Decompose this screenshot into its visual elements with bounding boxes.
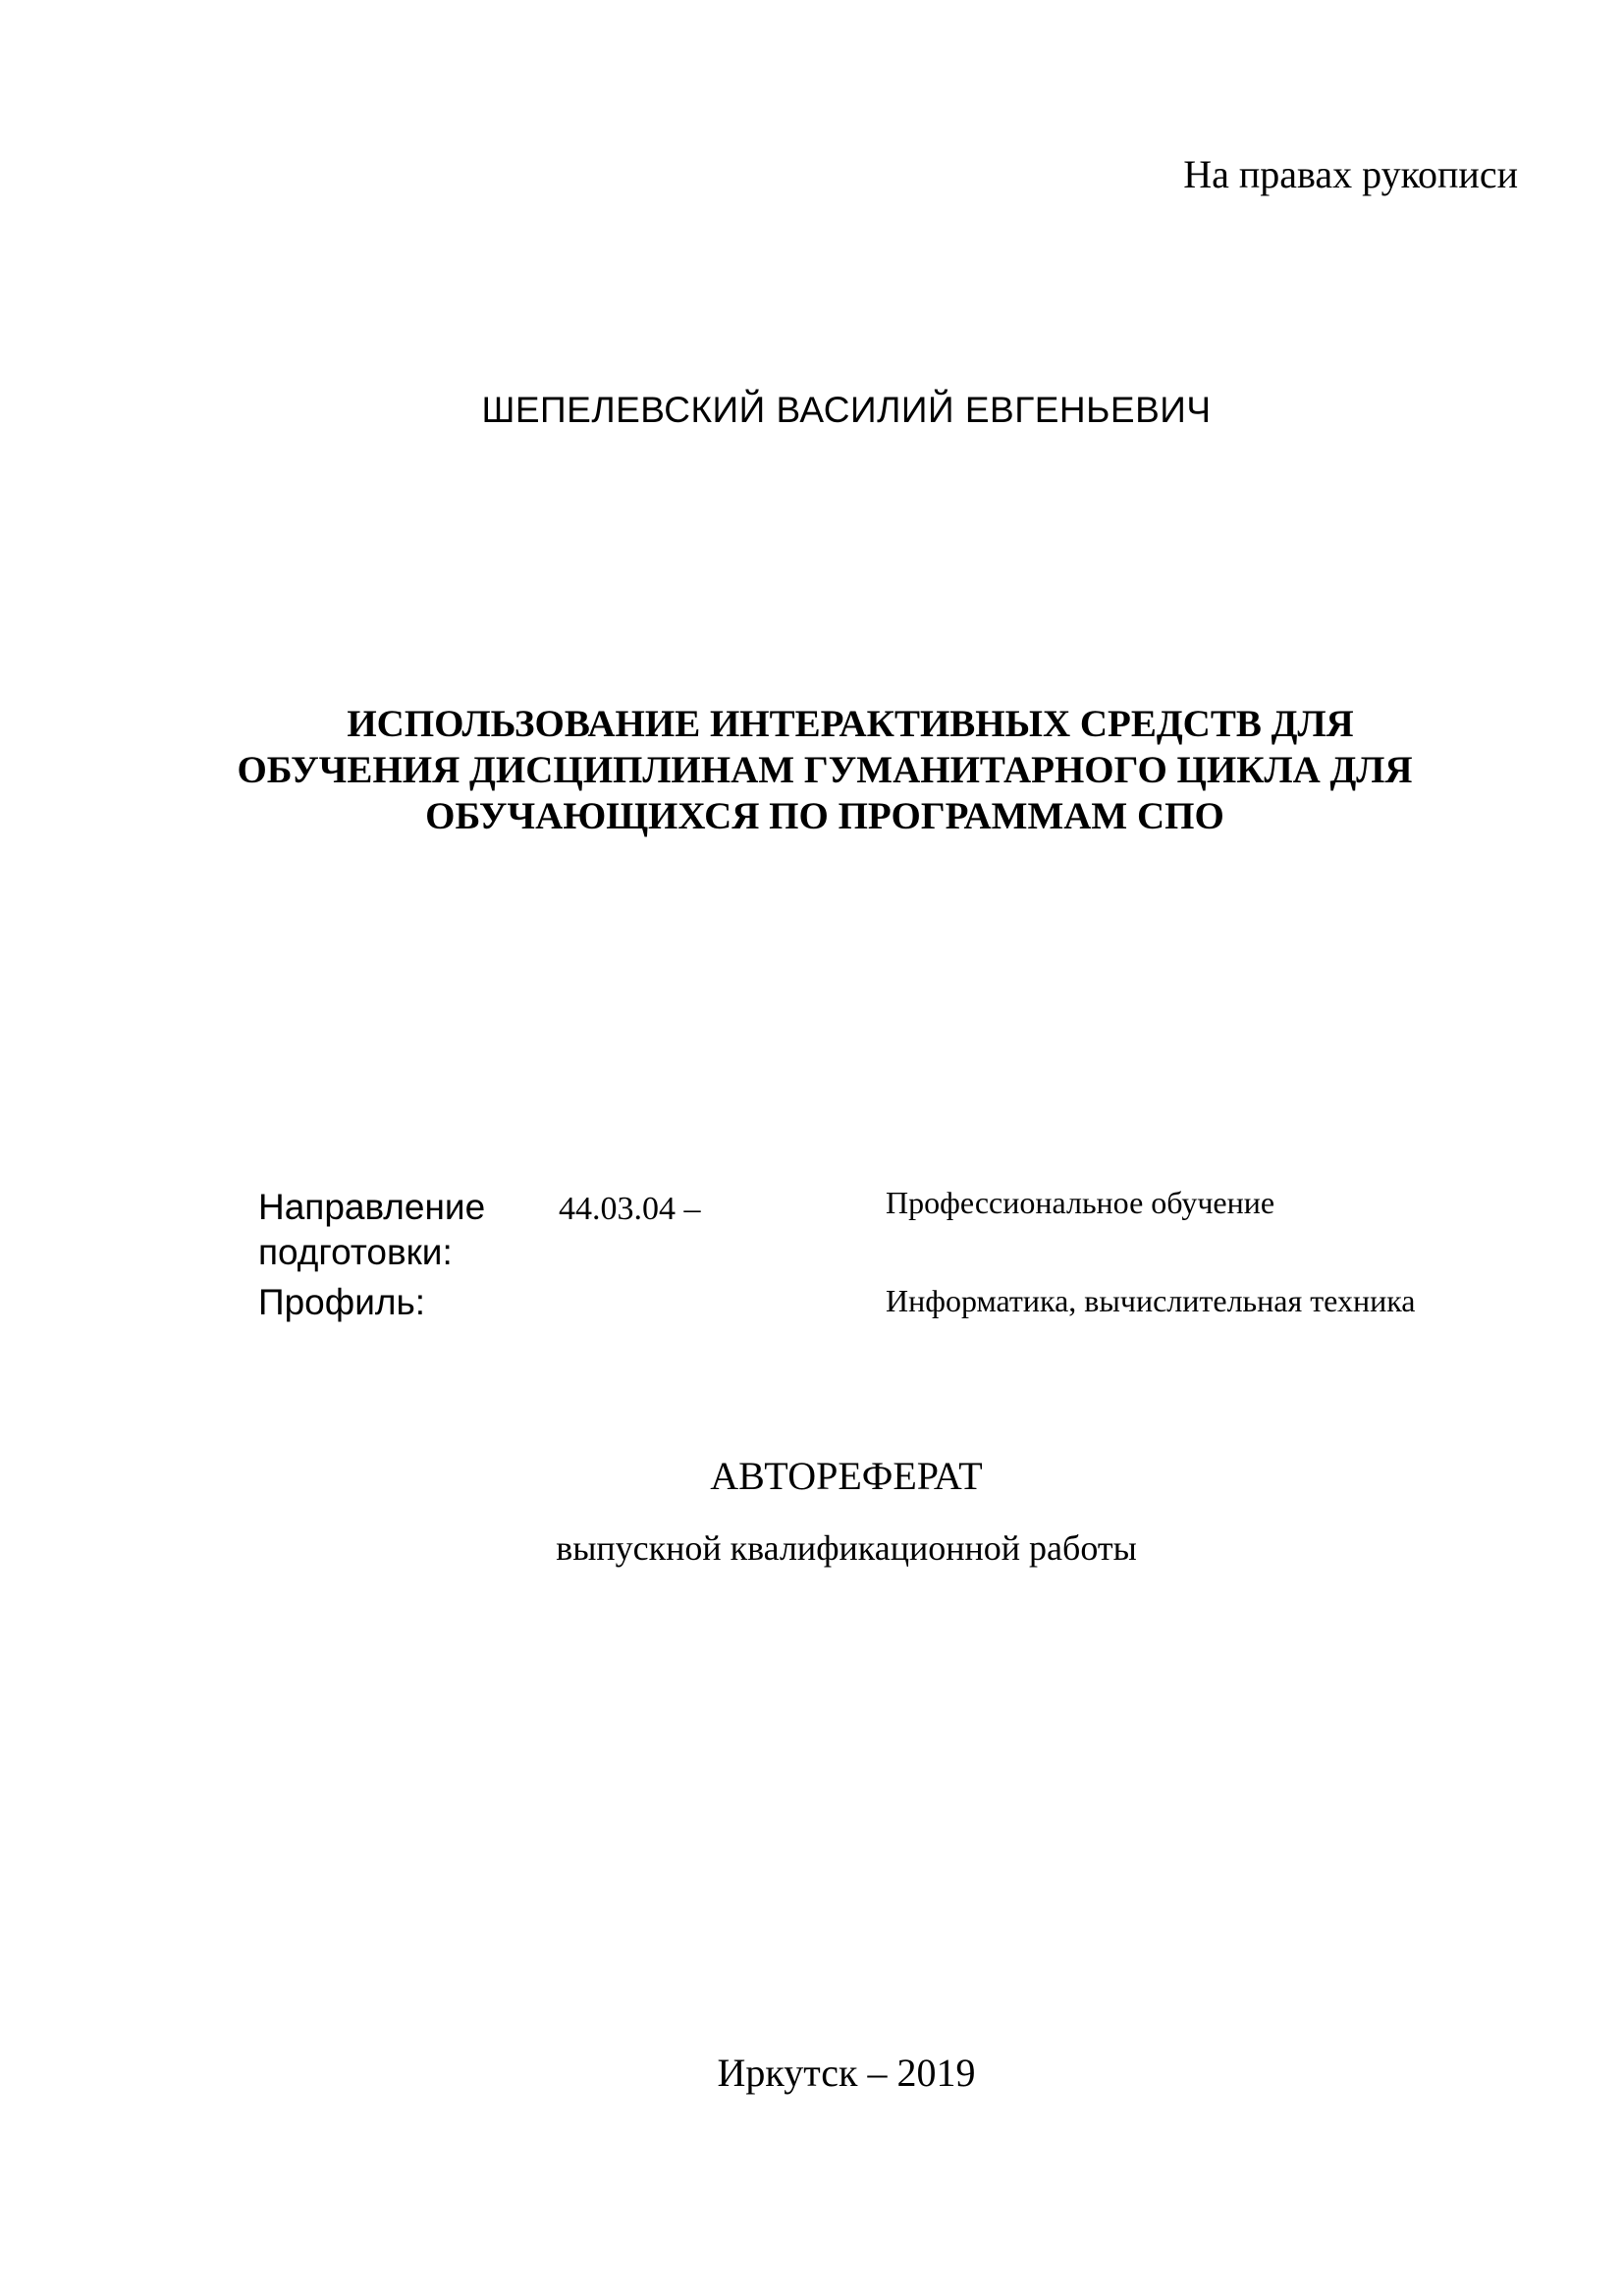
manuscript-rights-note: На правах рукописи <box>1183 152 1518 196</box>
direction-label-line: Направление <box>258 1187 486 1227</box>
city-year: Иркутск – 2019 <box>717 2051 976 2095</box>
author-name: ШЕПЕЛЕВСКИЙ ВАСИЛИЙ ЕВГЕНЬЕВИЧ <box>481 390 1212 430</box>
thesis-title <box>147 701 1502 839</box>
thesis-title-line: ОБУЧАЮЩИХСЯ ПО ПРОГРАММАМ СПО <box>425 795 1224 837</box>
direction-value: Профессиональное обучение <box>886 1185 1275 1220</box>
document-type: АВТОРЕФЕРАТ <box>710 1454 983 1498</box>
thesis-title-line: ОБУЧЕНИЯ ДИСЦИПЛИНАМ ГУМАНИТАРНОГО ЦИКЛА ДЛЯ <box>237 749 1413 791</box>
direction-label <box>258 1185 485 1275</box>
profile-label: Профиль: <box>258 1282 426 1322</box>
profile-value: Информатика, вычислительная техника <box>886 1283 1416 1318</box>
direction-code: 44.03.04 – <box>559 1191 701 1227</box>
document-subtype: выпускной квалификационной работы <box>556 1528 1137 1568</box>
thesis-title-line: ИСПОЛЬЗОВАНИЕ ИНТЕРАКТИВНЫХ СРЕДСТВ ДЛЯ <box>347 703 1354 745</box>
direction-label-line: подготовки: <box>258 1232 453 1272</box>
